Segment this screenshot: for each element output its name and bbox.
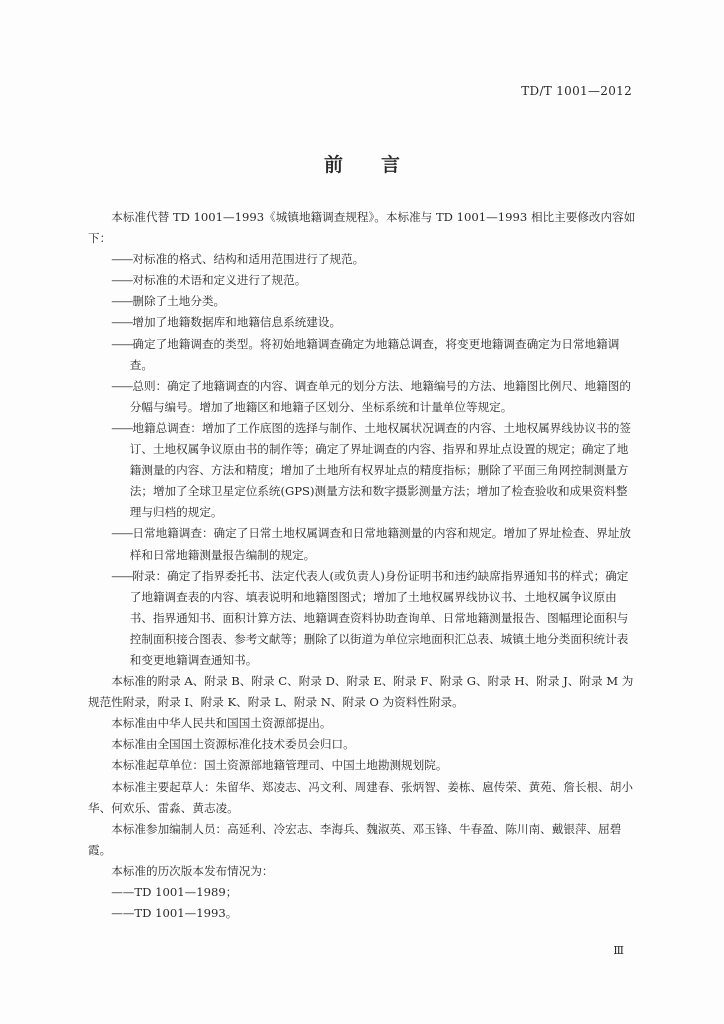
drafters-paragraph: 本标准主要起草人：朱留华、郑凌志、冯文利、周建春、张炳智、姜栋、扈传荣、黄苑、詹长根、胡小华、何欢乐、雷淼、黄志凌。 bbox=[88, 779, 633, 815]
list-item: ——日常地籍调查：确定了日常土地权属调查和日常地籍测量的内容和规定。增加了界址检查、界址放样和日常地籍测量报告编制的规定。 bbox=[111, 526, 631, 562]
participants-paragraph: 本标准参加编制人员：高延利、冷宏志、李海兵、魏淑英、邓玉锋、牛春盈、陈川南、戴银萍、屈碧霞。 bbox=[88, 821, 622, 857]
list-item: ——确定了地籍调查的类型。将初始地籍调查确定为地籍总调查，将变更地籍调查确定为日常地籍调查。 bbox=[111, 336, 620, 372]
drafting-unit-paragraph: 本标准起草单位：国土资源部地籍管理司、中国土地勘测规划院。 bbox=[111, 758, 448, 773]
list-item: ——删除了土地分类。 bbox=[111, 294, 226, 309]
list-item: ——总则：确定了地籍调查的内容、调查单元的划分方法、地籍编号的方法、地籍图比例尺、地籍图的分幅与编号。增加了地籍区和地籍子区划分、坐标系统和计量单位等规定。 bbox=[111, 378, 631, 414]
list-item: ——增加了地籍数据库和地籍信息系统建设。 bbox=[111, 315, 342, 330]
history-item: ——TD 1001—1993。 bbox=[111, 906, 238, 921]
annex-paragraph: 本标准的附录 A、附录 B、附录 C、附录 D、附录 E、附录 F、附录 G、附录 H、附录 J、附录 M 为规范性附录，附录 I、附录 K、附录 L、附录 N、附录 O 为资料性附录。 bbox=[88, 674, 634, 710]
history-paragraph: 本标准的历次版本发布情况为： bbox=[111, 863, 274, 878]
intro-paragraph: 本标准代替 TD 1001—1993《城镇地籍调查规程》。本标准与 TD 1001—1993 相比主要修改内容如下： bbox=[88, 210, 636, 246]
page-title: 前言 bbox=[323, 154, 438, 176]
list-item: ——对标准的术语和定义进行了规范。 bbox=[111, 273, 307, 288]
changes-list bbox=[88, 249, 636, 671]
list-item: ——对标准的格式、结构和适用范围进行了规范。 bbox=[111, 252, 365, 267]
history-item: ——TD 1001—1989； bbox=[111, 885, 238, 899]
page-number: Ⅲ bbox=[613, 944, 624, 957]
document-body bbox=[88, 207, 636, 924]
list-item: ——附录：确定了指界委托书、法定代表人(或负责人)身份证明书和违约缺席指界通知书的样式；确定了地籍调查表的内容、填表说明和地籍图图式；增加了土地权属界线协议书、土地权属争议原由书、指界通知书、面积计算方法、地籍调查资料协助查询单、日常地籍测量报告、图幅理论面积与控制面积接合图表、参考文献等；删除了以街道为单位宗地面积汇总表、城镇土地分类面积统计表和变更地籍调查通知书。 bbox=[111, 568, 629, 667]
standard-number: TD/T 1001—2012 bbox=[521, 84, 632, 98]
list-item: ——地籍总调查：增加了工作底图的选择与制作、土地权属状况调查的内容、土地权属界线协议书的签订、土地权属争议原由书的制作等；确定了界址调查的内容、指界和界址点设置的规定；确定了地籍测量的内容、方法和精度；增加了土地所有权界址点的精度指标；删除了平面三角网控制测量方法；增加了全球卫星定位系统(GPS)测量方法和数字摄影测量方法；增加了检查验收和成果资料整理与归档的规定。 bbox=[111, 420, 631, 520]
proposer-paragraph: 本标准由中华人民共和国国土资源部提出。 bbox=[111, 716, 332, 731]
administrator-paragraph: 本标准由全国国土资源标准化技术委员会归口。 bbox=[111, 737, 355, 752]
